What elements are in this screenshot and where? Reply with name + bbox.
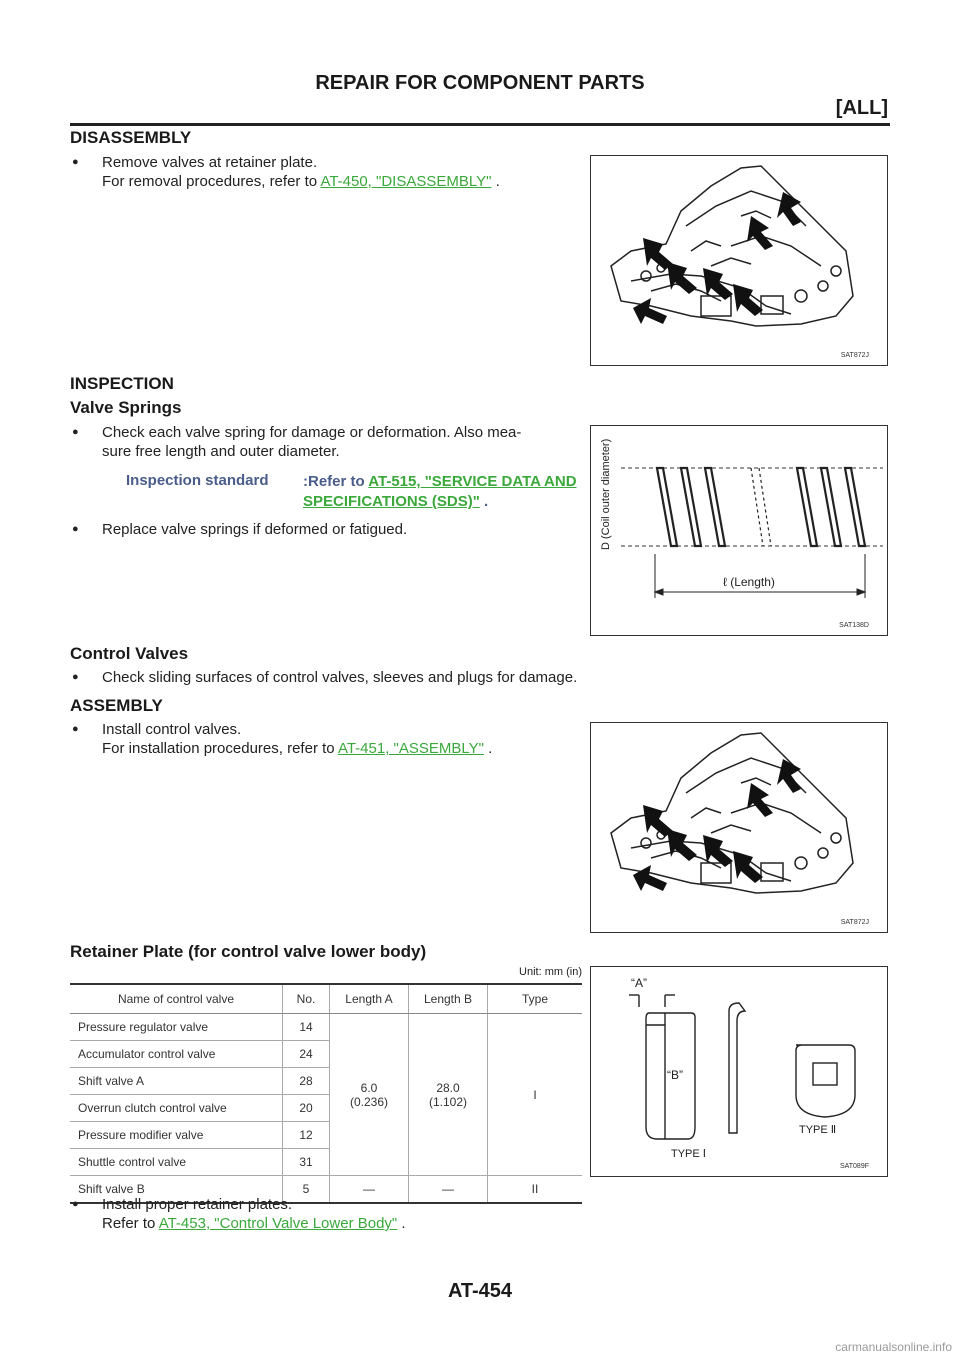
inspection-standard-label: Inspection standard [126, 472, 269, 489]
retainer-bullet-text: Install proper retainer plates. [102, 1196, 293, 1213]
diameter-label: D (Coil outer diameter) [600, 438, 612, 550]
valve-springs-bullet-2: ● Replace valve springs if deformed or fatigued. [70, 520, 602, 539]
figure-label: SAT872J [840, 352, 869, 359]
length-b-mm: 28.0 [436, 1080, 460, 1095]
valve-no-cell: 28 [283, 1068, 330, 1095]
valve-no-cell: 14 [283, 1014, 330, 1041]
retainer-plate-figure [590, 966, 888, 1177]
table-header-row [70, 984, 582, 1014]
dimension-a-label: “A” [631, 976, 647, 990]
type-cell: II [488, 1176, 583, 1204]
length-a-cell: — [330, 1176, 409, 1204]
valve-body-figure-2 [590, 722, 888, 933]
valve-name-cell: Shift valve B [70, 1176, 283, 1204]
valve-body-illustration-2 [591, 723, 887, 932]
disassembly-bullet-text: Remove valves at retainer plate. [102, 154, 318, 171]
assembly-ref-link[interactable]: AT-451, "ASSEMBLY" [337, 740, 484, 757]
length-a-mm: 6.0 [360, 1080, 378, 1095]
retainer-ref-prefix: Refer to [102, 1215, 159, 1232]
retainer-plate-table [70, 983, 582, 1204]
assembly-ref-suffix: . [483, 740, 493, 757]
type-cell: I [488, 1014, 583, 1176]
valve-body-illustration-1 [591, 156, 887, 365]
lower-body-link[interactable]: AT-453, "Control Valve Lower Body" [158, 1215, 398, 1232]
page-scope: [ALL] [835, 97, 888, 119]
valve-no-cell: 31 [283, 1149, 330, 1176]
disassembly-heading: DISASSEMBLY [70, 128, 192, 147]
disassembly-bullet [70, 153, 602, 191]
inspection-standard-suffix: . [479, 493, 489, 510]
valve-name-cell: Accumulator control valve [70, 1041, 283, 1068]
valve-springs-heading: Valve Springs [70, 398, 182, 417]
length-b-in: (1.102) [428, 1094, 468, 1109]
valve-no-cell: 24 [283, 1041, 330, 1068]
length-label: ℓ (Length) [723, 575, 775, 589]
column-header: No. [283, 984, 330, 1014]
column-header: Length A [330, 984, 409, 1014]
column-header: Length B [409, 984, 488, 1014]
valve-name-cell: Overrun clutch control valve [70, 1095, 283, 1122]
header-rule [70, 123, 890, 126]
valve-no-cell: 20 [283, 1095, 330, 1122]
figure-label: SAT138D [839, 622, 869, 629]
unit-note: Unit: mm (in) [519, 966, 582, 978]
control-valves-bullet: ● Check sliding surfaces of control valves, sleeves and plugs for damage. [70, 668, 922, 687]
retainer-plate-illustration [591, 967, 887, 1176]
page-number: AT-454 [447, 1280, 513, 1302]
disassembly-ref-prefix: For removal procedures, refer to [102, 173, 321, 190]
valve-no-cell: 12 [283, 1122, 330, 1149]
valve-no-cell: 5 [283, 1176, 330, 1204]
watermark: carmanualsonline.info [835, 1340, 952, 1354]
valve-springs-bullet-1-line2: sure free length and outer diameter. [102, 443, 340, 460]
sds-link[interactable]: AT-515, "SERVICE DATA AND SPECIFICATIONS (SDS)" [303, 473, 577, 510]
length-b-cell: — [409, 1176, 488, 1204]
valve-name-cell: Pressure modifier valve [70, 1122, 283, 1149]
inspection-heading: INSPECTION [70, 374, 174, 393]
page-title: REPAIR FOR COMPONENT PARTS [315, 72, 645, 94]
spring-illustration [591, 426, 887, 635]
table-row [70, 1014, 582, 1041]
figure-label: SAT089F [839, 1163, 869, 1170]
retainer-ref-suffix: . [397, 1215, 406, 1232]
valve-name-cell: Shuttle control valve [70, 1149, 283, 1176]
valve-springs-bullet-1 [70, 423, 612, 461]
valve-name-cell: Shift valve A [70, 1068, 283, 1095]
disassembly-ref-link[interactable]: AT-450, "DISASSEMBLY" [320, 173, 492, 190]
assembly-ref-prefix: For installation procedures, refer to [102, 740, 338, 757]
dimension-b-label: “B” [667, 1068, 683, 1082]
retainer-bullet [70, 1195, 602, 1233]
valve-springs-bullet-1-line1: Check each valve spring for damage or deformation. Also mea- [102, 424, 522, 441]
length-b-cell [409, 1014, 488, 1176]
column-header: Name of control valve [70, 984, 283, 1014]
length-a-cell [330, 1014, 409, 1176]
assembly-bullet-text: Install control valves. [102, 721, 242, 738]
control-valves-heading: Control Valves [70, 644, 189, 663]
inspection-standard-value [303, 472, 583, 512]
assembly-heading: ASSEMBLY [70, 696, 163, 715]
valve-name-cell: Pressure regulator valve [70, 1014, 283, 1041]
spring-measurement-figure [590, 425, 888, 636]
length-a-in: (0.236) [349, 1094, 389, 1109]
type-1-label: TYPE Ⅰ [671, 1148, 707, 1160]
inspection-standard-prefix: :Refer to [303, 473, 369, 490]
valve-body-figure-1 [590, 155, 888, 366]
type-2-label: TYPE Ⅱ [799, 1124, 837, 1136]
retainer-heading: Retainer Plate (for control valve lower body) [70, 942, 427, 961]
assembly-bullet [70, 720, 602, 758]
column-header: Type [488, 984, 583, 1014]
figure-label: SAT872J [840, 919, 869, 926]
disassembly-ref-suffix: . [491, 173, 500, 190]
